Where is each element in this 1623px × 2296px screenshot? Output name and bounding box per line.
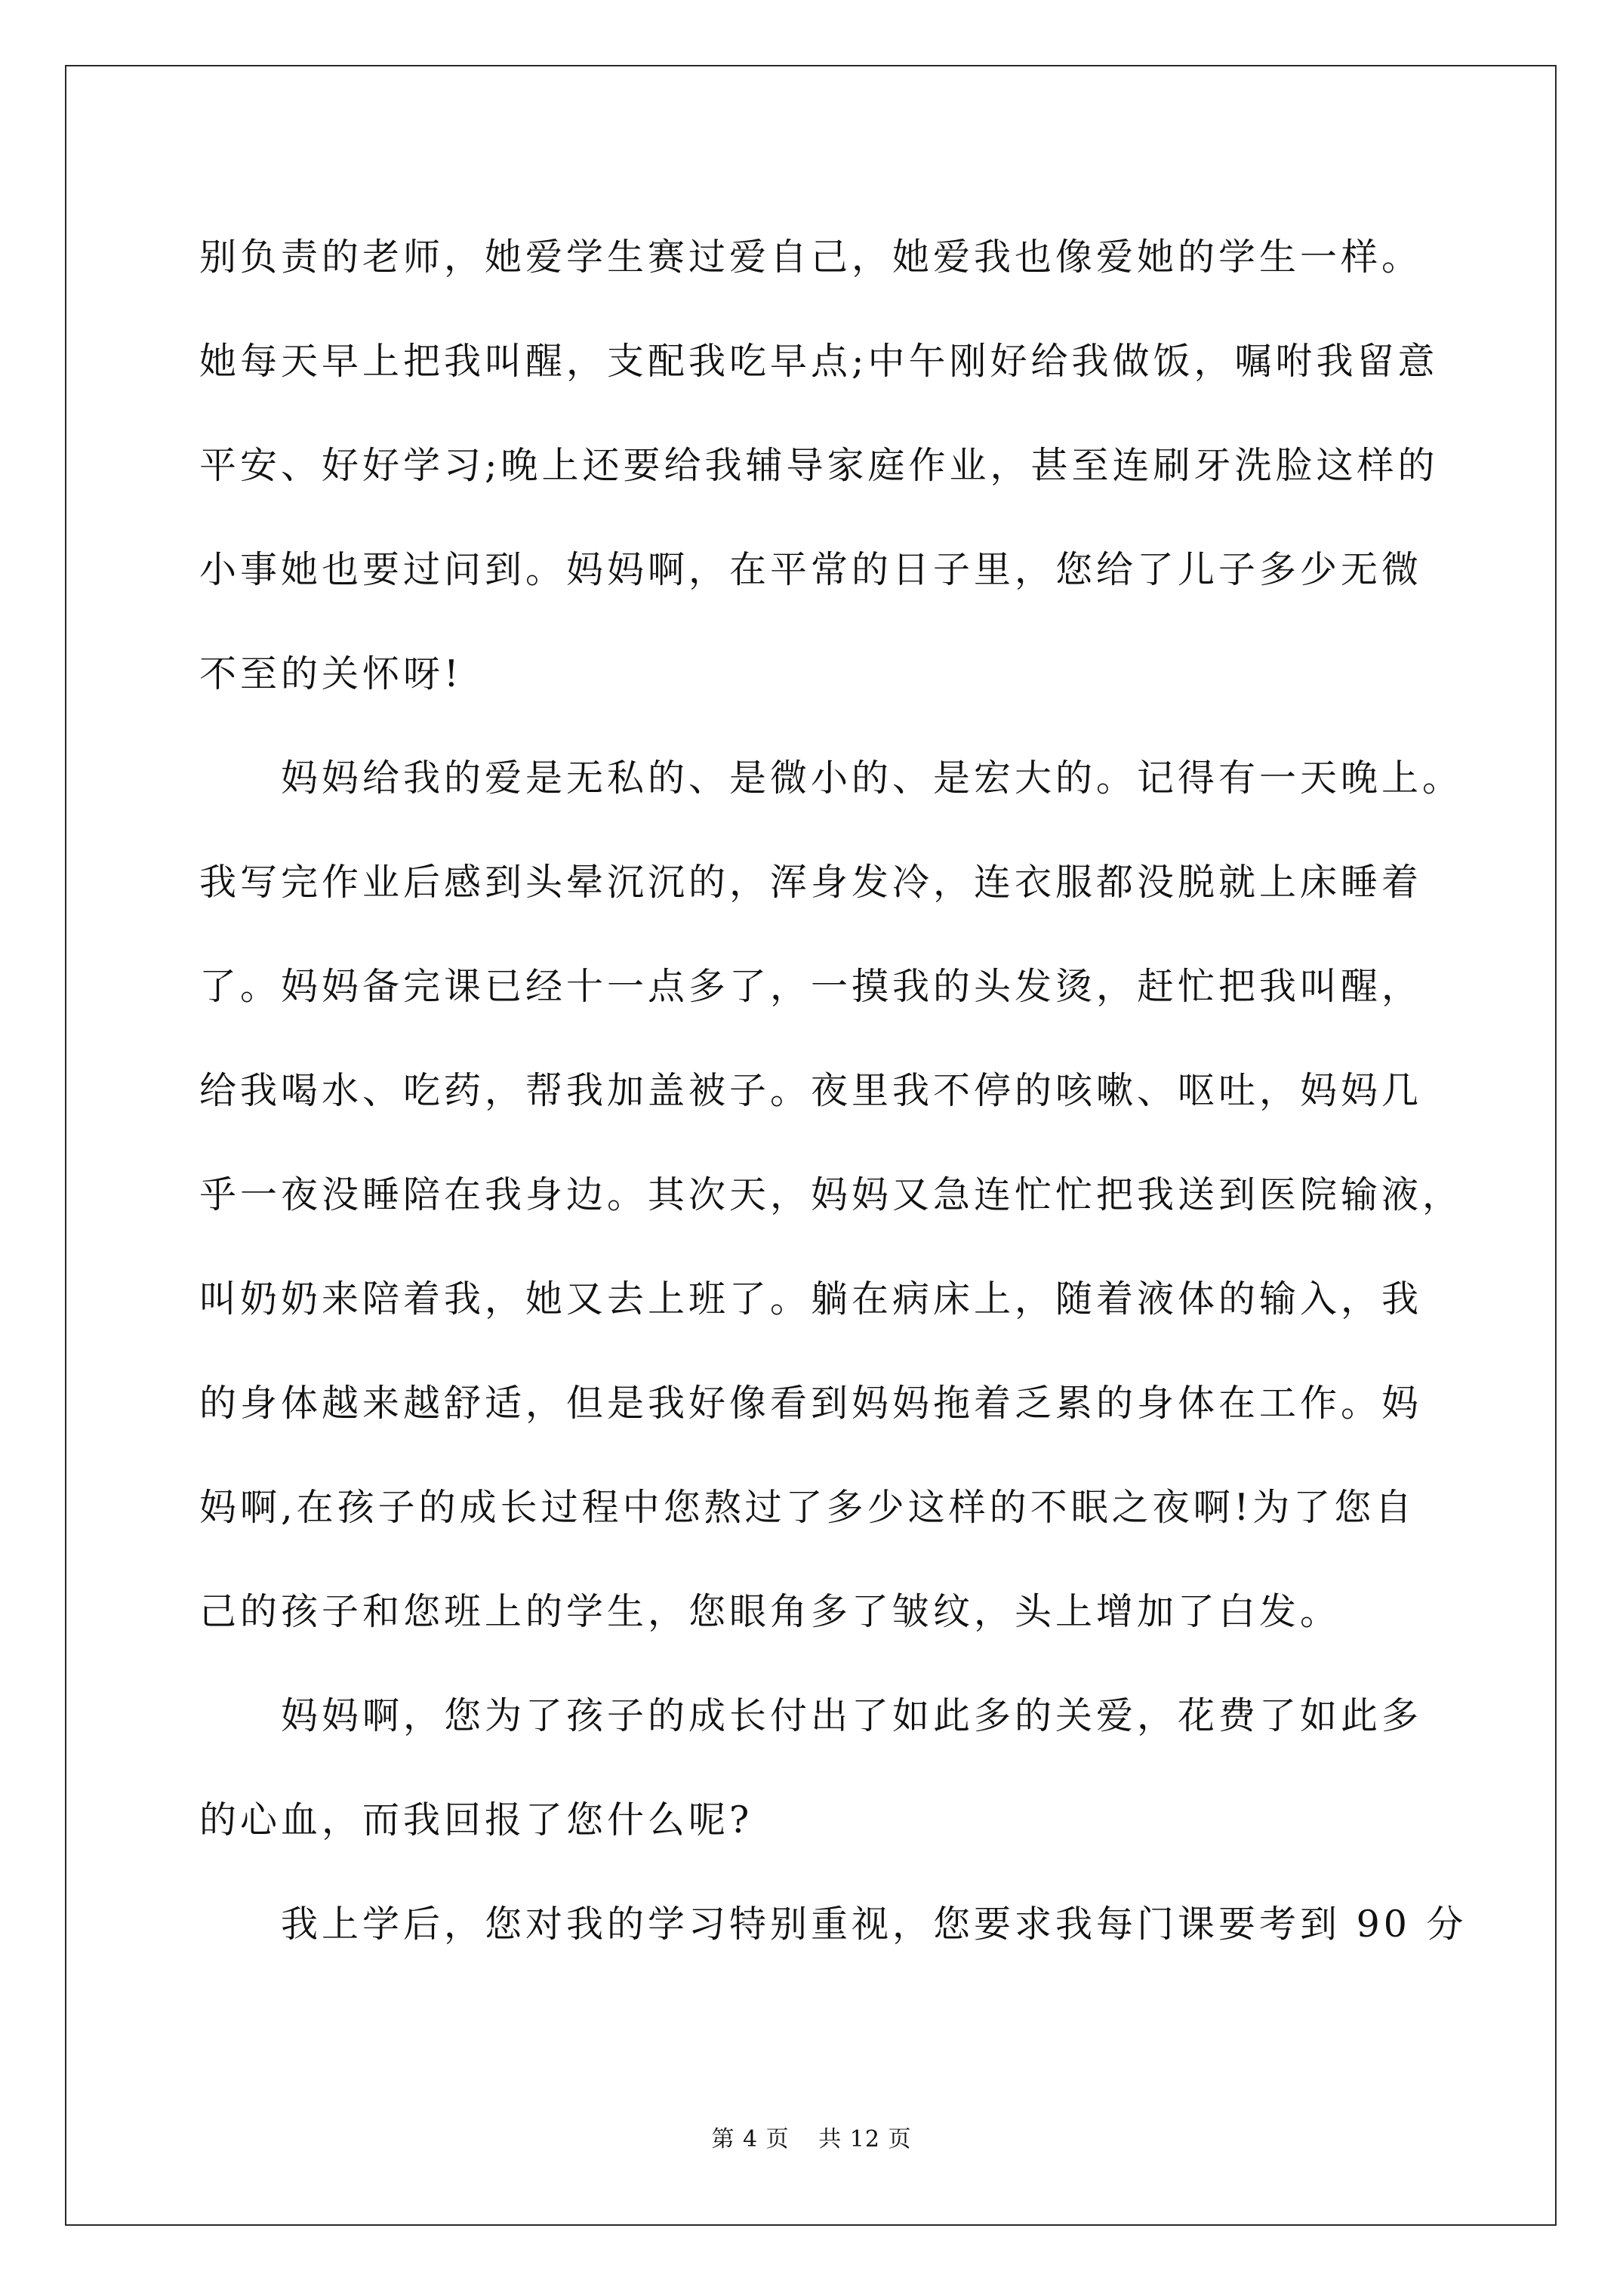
text-line: 己的孩子和您班上的学生，您眼角多了皱纹，头上增加了白发。 xyxy=(199,1590,1341,1633)
text-line: 平安、好好学习;晚上还要给我辅导家庭作业，甚至连刷牙洗脸这样的 xyxy=(199,444,1439,487)
page-footer xyxy=(0,2120,1623,2153)
text-line: 她每天早上把我叫醒，支配我吃早点;中午刚好给我做饭，嘱咐我留意 xyxy=(199,340,1439,383)
paragraph-first-line: 妈妈给我的爱是无私的、是微小的、是宏大的。记得有一天晚上。 xyxy=(281,757,1464,800)
text-line: 妈啊,在孩子的成长过程中您熬过了多少这样的不眠之夜啊!为了您自 xyxy=(199,1486,1416,1529)
text-line: 了。妈妈备完课已经十一点多了，一摸我的头发烫，赶忙把我叫醒， xyxy=(199,965,1423,1008)
text-line: 小事她也要过问到。妈妈啊，在平常的日子里，您给了儿子多少无微 xyxy=(199,548,1423,591)
text-line: 的心血，而我回报了您什么呢? xyxy=(199,1798,753,1841)
text-line: 给我喝水、吃药，帮我加盖被子。夜里我不停的咳嗽、呕吐，妈妈几 xyxy=(199,1069,1423,1112)
text-line: 别负责的老师，她爱学生赛过爱自己，她爱我也像爱她的学生一样。 xyxy=(199,236,1423,279)
page-number: 第 4 页 xyxy=(711,2126,790,2153)
page-total: 共 12 页 xyxy=(818,2126,912,2153)
paragraph-first-line: 妈妈啊，您为了孩子的成长付出了如此多的关爱，花费了如此多 xyxy=(281,1694,1423,1737)
text-line: 不至的关怀呀! xyxy=(199,652,463,695)
text-line: 我写完作业后感到头晕沉沉的，浑身发冷，连衣服都没脱就上床睡着 xyxy=(199,861,1423,904)
text-line: 乎一夜没睡陪在我身边。其次天，妈妈又急连忙忙把我送到医院输液， xyxy=(199,1173,1464,1216)
document-body xyxy=(199,205,1467,1977)
text-line: 的身体越来越舒适，但是我好像看到妈妈拖着乏累的身体在工作。妈 xyxy=(199,1382,1423,1425)
text-line: 叫奶奶来陪着我，她又去上班了。躺在病床上，随着液体的输入，我 xyxy=(199,1277,1423,1321)
paragraph-first-line: 我上学后，您对我的学习特别重视，您要求我每门课要考到 90 分 xyxy=(281,1903,1467,1946)
